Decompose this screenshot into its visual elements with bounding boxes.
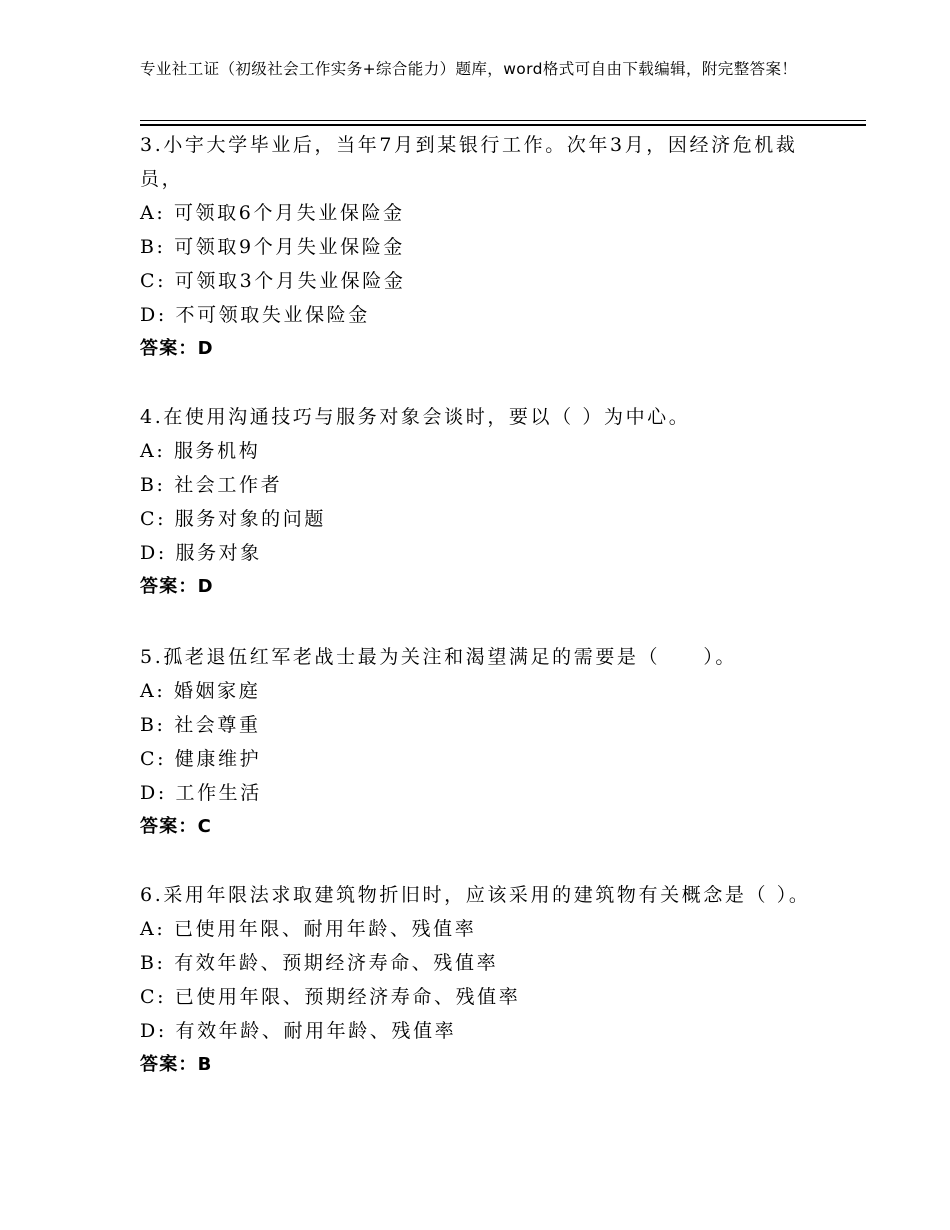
question-stem: 5.孤老退伍红军老战士最为关注和渴望满足的需要是（ ）。 bbox=[140, 646, 738, 668]
option-b: B: 社会尊重 bbox=[140, 714, 261, 736]
option-a: A: 已使用年限、耐用年龄、残值率 bbox=[140, 918, 477, 940]
option-b: B: 有效年龄、预期经济寿命、残值率 bbox=[140, 952, 499, 974]
question-block bbox=[140, 640, 820, 844]
header-rule-thick bbox=[140, 124, 866, 126]
option-d: D: 工作生活 bbox=[140, 782, 262, 804]
question-block bbox=[140, 878, 820, 1082]
option-a: A: 服务机构 bbox=[140, 440, 261, 462]
option-d: D: 服务对象 bbox=[140, 542, 262, 564]
option-b: B: 可领取9个月失业保险金 bbox=[140, 236, 405, 258]
answer-line: 答案：D bbox=[140, 576, 214, 597]
option-b: B: 社会工作者 bbox=[140, 474, 283, 496]
answer-line: 答案：B bbox=[140, 1054, 213, 1075]
option-a: A: 婚姻家庭 bbox=[140, 680, 261, 702]
question-block bbox=[140, 128, 820, 366]
option-c: C: 健康维护 bbox=[140, 748, 262, 770]
option-d: D: 不可领取失业保险金 bbox=[140, 304, 370, 326]
question-stem: 3.小宇大学毕业后，当年7月到某银行工作。次年3月，因经济危机裁员， bbox=[140, 134, 798, 190]
question-block bbox=[140, 400, 820, 604]
option-c: C: 可领取3个月失业保险金 bbox=[140, 270, 406, 292]
document-header: 专业社工证（初级社会工作实务+综合能力）题库，word格式可自由下载编辑，附完整答案！ bbox=[140, 60, 798, 78]
question-stem: 6.采用年限法求取建筑物折旧时，应该采用的建筑物有关概念是（ ）。 bbox=[140, 884, 811, 906]
option-a: A: 可领取6个月失业保险金 bbox=[140, 202, 405, 224]
question-stem: 4.在使用沟通技巧与服务对象会谈时，要以（ ）为中心。 bbox=[140, 406, 691, 428]
option-d: D: 有效年龄、耐用年龄、残值率 bbox=[140, 1020, 457, 1042]
option-c: C: 已使用年限、预期经济寿命、残值率 bbox=[140, 986, 521, 1008]
answer-line: 答案：D bbox=[140, 338, 214, 359]
option-c: C: 服务对象的问题 bbox=[140, 508, 326, 530]
answer-line: 答案：C bbox=[140, 816, 213, 837]
header-rule-thin bbox=[140, 120, 866, 121]
